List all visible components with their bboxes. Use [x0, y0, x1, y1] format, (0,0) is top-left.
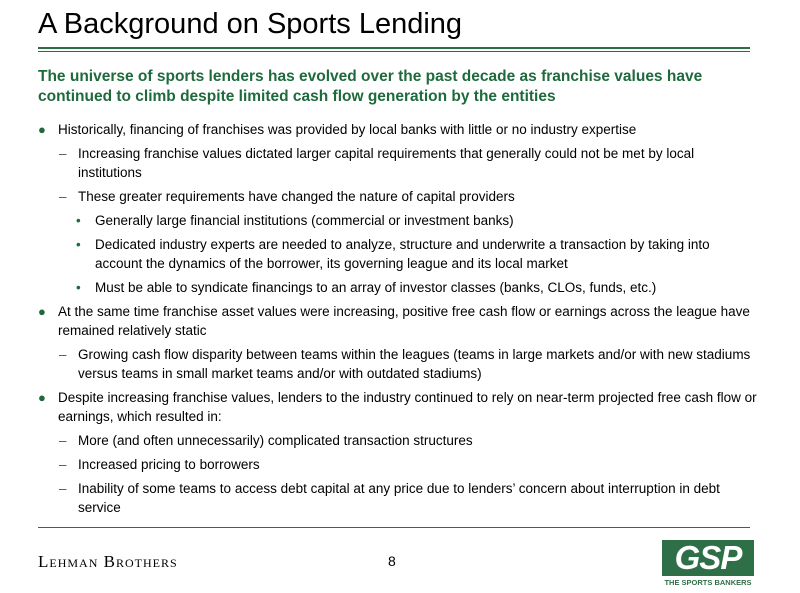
sub-bullet-item	[38, 455, 758, 474]
bullet-text: More (and often unnecessarily) complicated transaction structures	[78, 433, 473, 448]
bullet-dot-icon: ●	[38, 122, 46, 137]
dash-icon: –	[59, 146, 67, 161]
sub-bullet-item	[38, 431, 758, 450]
slide-title: A Background on Sports Lending	[38, 8, 463, 40]
page-number: 8	[388, 553, 396, 569]
bullet-text: Dedicated industry experts are needed to analyze, structure and underwrite a transaction by taking into account the dynamics of the borrower, its governing league and its local market	[95, 237, 710, 271]
small-dot-icon: •	[76, 280, 81, 295]
bullet-text: Historically, financing of franchises was provided by local banks with little or no industry expertise	[58, 122, 637, 137]
footer-divider	[38, 527, 750, 528]
bullet-item	[38, 388, 758, 426]
sub-sub-bullet-item	[38, 211, 758, 230]
dash-icon: –	[59, 481, 67, 496]
bullet-text: Despite increasing franchise values, lenders to the industry continued to rely on near-term projected free cash flow or earnings, which resulted in:	[58, 390, 757, 424]
dash-icon: –	[59, 457, 67, 472]
bullet-text: Generally large financial institutions (commercial or investment banks)	[95, 213, 514, 228]
bullet-text: Increasing franchise values dictated larger capital requirements that generally could not be met by local institutions	[78, 146, 695, 180]
sub-sub-bullet-item	[38, 278, 758, 297]
bullet-text: Growing cash flow disparity between teams within the leagues (teams in large markets and/or with new stadiums versus teams in small market teams and/or with outdated stadiums)	[78, 347, 751, 381]
sub-sub-bullet-item	[38, 235, 758, 273]
bullet-text: These greater requirements have changed the nature of capital providers	[78, 189, 515, 204]
slide-subtitle: The universe of sports lenders has evolved over the past decade as franchise values have continued to climb despite limited cash flow generation by the entities	[38, 68, 703, 105]
bullet-text: Inability of some teams to access debt capital at any price due to lenders’ concern about interruption in debt service	[78, 481, 720, 515]
title-divider-thin	[38, 51, 750, 52]
dash-icon: –	[59, 189, 67, 204]
company-logo-text: Lehman Brothers	[38, 552, 178, 571]
title-divider	[38, 47, 750, 49]
gsp-logo-mark: GSP	[662, 540, 754, 576]
small-dot-icon: •	[76, 213, 81, 228]
small-dot-icon: •	[76, 237, 81, 252]
bullet-text: Must be able to syndicate financings to an array of investor classes (banks, CLOs, funds, etc.)	[95, 280, 657, 295]
bullet-text: At the same time franchise asset values were increasing, positive free cash flow or earnings across the league have remained relatively static	[58, 304, 750, 338]
bullet-item	[38, 302, 758, 340]
bullet-dot-icon: ●	[38, 304, 46, 319]
sub-bullet-item	[38, 144, 758, 182]
bullet-list	[38, 120, 758, 522]
sub-bullet-item	[38, 345, 758, 383]
bullet-dot-icon: ●	[38, 390, 46, 405]
sub-bullet-item	[38, 187, 758, 206]
dash-icon: –	[59, 347, 67, 362]
bullet-item	[38, 120, 758, 139]
bullet-text: Increased pricing to borrowers	[78, 457, 260, 472]
dash-icon: –	[59, 433, 67, 448]
gsp-logo-tagline: THE SPORTS BANKERS	[664, 578, 752, 587]
sub-bullet-item	[38, 479, 758, 517]
gsp-logo	[662, 540, 754, 587]
